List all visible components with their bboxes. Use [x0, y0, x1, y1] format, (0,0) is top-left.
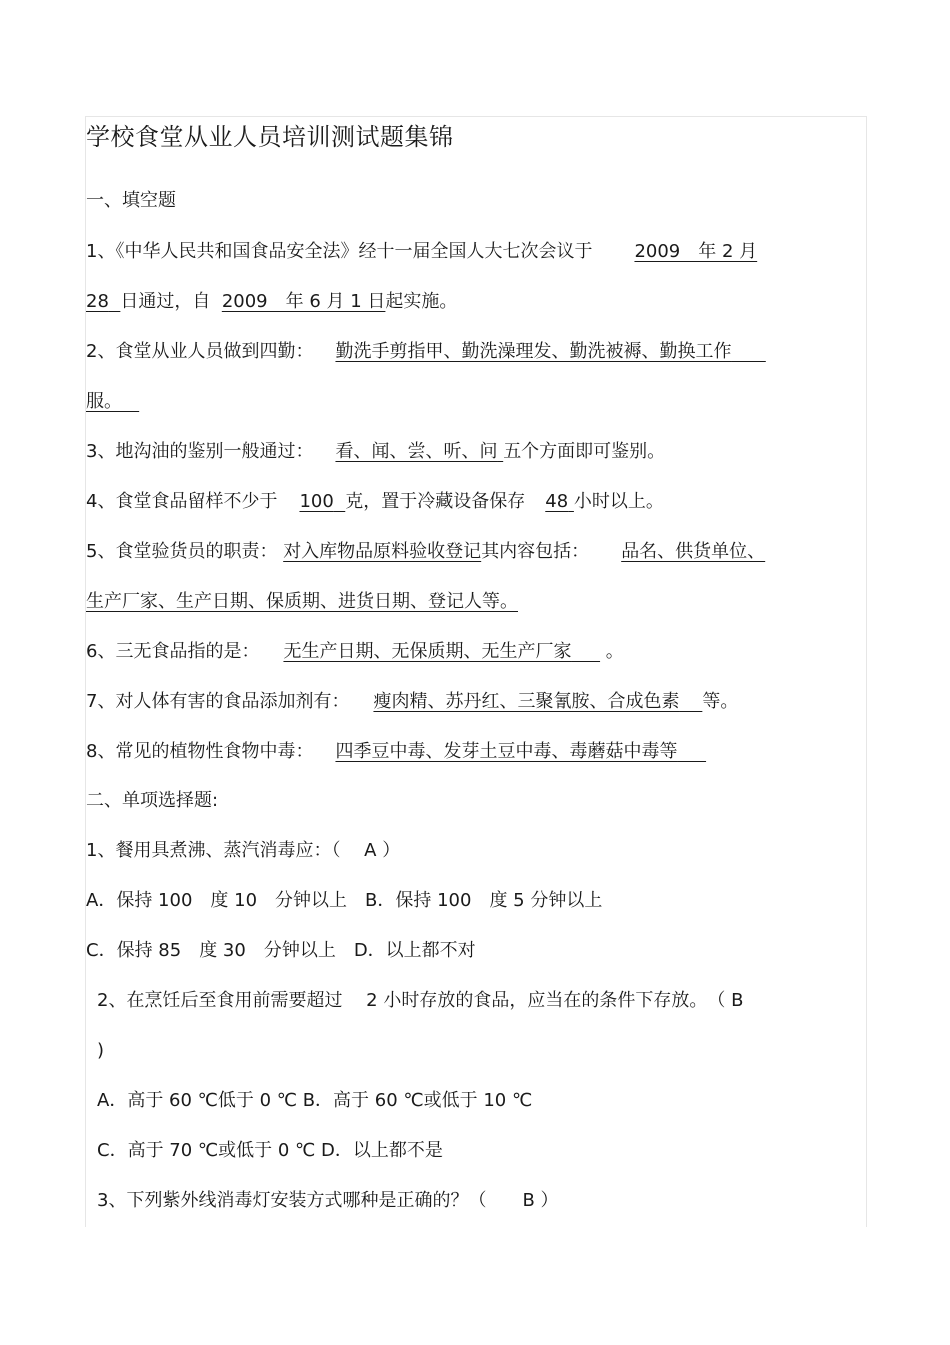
- question-5-line-1: [86, 540, 765, 564]
- question-1-line-2: [86, 290, 457, 314]
- question-6: [86, 640, 624, 664]
- page-title: 学校食堂从业人员培训测试题集锦: [86, 123, 454, 151]
- mc-question-2-options-ab: A．高于 60 ℃低于 0 ℃ B．高于 60 ℃或低于 10 ℃: [97, 1090, 533, 1111]
- q4-answer-grams: 100: [299, 491, 334, 512]
- question-5-line-2: [86, 590, 518, 614]
- question-2-line-2: [86, 390, 139, 414]
- q3-suffix: 五个方面即可鉴别。: [503, 441, 666, 462]
- q6-suffix: 。: [605, 641, 624, 662]
- q8-answer: 四季豆中毒、发芽土豆中毒、毒蘑菇中毒等: [335, 741, 678, 762]
- question-1-line-1: [86, 240, 757, 264]
- q8-prefix: 8、常见的植物性食物中毒：: [86, 741, 314, 762]
- mc-question-2-options-cd: C．高于 70 ℃或低于 0 ℃ D．以上都不是: [97, 1140, 443, 1161]
- q1-answer-date-a: 2009 年 2 月: [634, 241, 758, 262]
- q4-suffix: 小时以上。: [573, 491, 664, 512]
- question-4: [86, 490, 664, 514]
- mc-question-1-stem: 1、餐用具煮沸、蒸汽消毒应：（ A ）: [86, 840, 401, 861]
- question-7: [86, 690, 738, 714]
- section-heading-fill-blank: 一、填空题: [86, 190, 176, 211]
- q5-prefix: 5、食堂验货员的职责：: [86, 541, 278, 562]
- q1-mid: 日通过，自: [120, 291, 211, 312]
- question-8: [86, 740, 706, 764]
- q1-prefix: 1、《中华人民共和国食品安全法》经十一届全国人大七次会议于: [86, 241, 593, 262]
- mc-question-1-options-ab: A．保持 100 度 10 分钟以上 B．保持 100 度 5 分钟以上: [86, 890, 603, 911]
- q5-answer-b: 品名、供货单位、: [621, 541, 766, 562]
- section-heading-single-choice: 二、单项选择题:: [86, 790, 219, 811]
- mc-question-3-stem: 3、下列紫外线消毒灯安装方式哪种是正确的？（ B ）: [97, 1190, 559, 1211]
- mc-question-1-options-cd: C．保持 85 度 30 分钟以上 D．以上都不对: [86, 940, 476, 961]
- q4-prefix: 4、食堂食品留样不少于: [86, 491, 278, 512]
- page-frame: [85, 116, 867, 1227]
- q5-answer-c: 生产厂家、生产日期、保质期、进货日期、登记人等。: [86, 591, 518, 612]
- q5-mid: 其内容包括：: [481, 541, 590, 562]
- q1-answer-date-b: 28: [86, 291, 109, 312]
- q6-answer: 无生产日期、无保质期、无生产厂家: [283, 641, 572, 662]
- q6-prefix: 6、三无食品指的是：: [86, 641, 260, 662]
- mc-question-2-stem-end: ): [97, 1040, 105, 1061]
- q2-answer-b: 服。: [86, 391, 122, 412]
- q3-answer: 看、闻、尝、听、问: [335, 441, 498, 462]
- q2-answer-a: 勤洗手剪指甲、勤洗澡理发、勤洗被褥、勤换工作: [335, 341, 732, 362]
- q7-answer: 瘦肉精、苏丹红、三聚氰胺、合成色素: [373, 691, 680, 712]
- question-3: [86, 440, 665, 464]
- q5-answer-a: 对入库物品原料验收登记: [283, 541, 482, 562]
- q1-answer-date-c: 2009 年 6 月 1 日: [221, 291, 386, 312]
- question-2-line-1: [86, 340, 766, 364]
- q1-suffix: 起实施。: [385, 291, 458, 312]
- q3-prefix: 3、地沟油的鉴别一般通过：: [86, 441, 314, 462]
- mc-question-2-stem: 2、在烹饪后至食用前需要超过 2 小时存放的食品，应当在的条件下存放。 （ B: [97, 990, 744, 1011]
- q2-prefix: 2、食堂从业人员做到四勤：: [86, 341, 314, 362]
- q7-suffix: 等。: [702, 691, 739, 712]
- q4-answer-hours: 48: [545, 491, 569, 512]
- q4-mid: 克，置于冷藏设备保存: [345, 491, 526, 512]
- q7-prefix: 7、对人体有害的食品添加剂有：: [86, 691, 350, 712]
